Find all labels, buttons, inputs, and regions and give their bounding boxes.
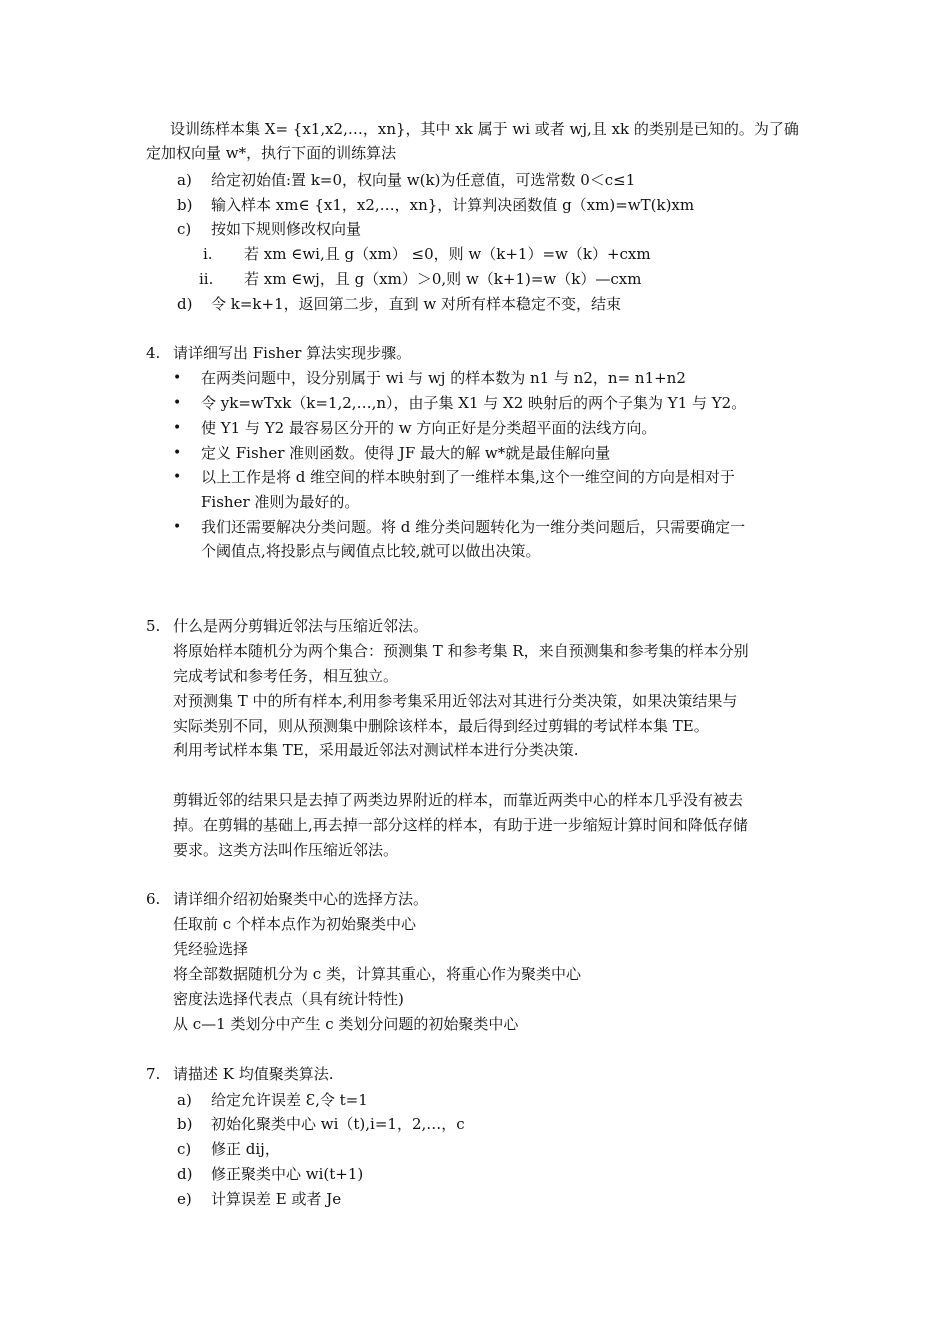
intro-line-1: 设训练样本集 X= {x1,x2,…，xn}，其中 xk 属于 wi 或者 wj,且 xk 的类别是已知的。为了确	[170, 120, 799, 138]
substep-text: 若 xm ∈wj，且 g（xm）＞0,则 w（k+1)=w（k）—cxm	[244, 270, 642, 288]
step-text: 修正 dij，	[211, 1140, 280, 1158]
answer-line: 从 c—1 类划分中产生 c 类划分问题的初始聚类中心	[173, 1015, 519, 1033]
question-number: 6.	[146, 890, 161, 908]
step-label: b)	[177, 196, 193, 214]
answer-line: 任取前 c 个样本点作为初始聚类中心	[173, 915, 416, 933]
answer-line: 将全部数据随机分为 c 类，计算其重心，将重心作为聚类中心	[173, 965, 581, 983]
bullet-text: 令 yk=wTxk（k=1,2,…,n），由子集 X1 与 X2 映射后的两个子集为 Y1 与 Y2。	[201, 394, 747, 412]
answer-line: 完成考试和参考任务，相互独立。	[173, 667, 399, 685]
answer-line: 凭经验选择	[173, 940, 249, 958]
bullet-text: 在两类问题中，设分别属于 wi 与 wj 的样本数为 n1 与 n2，n= n1+n2	[201, 369, 686, 387]
step-text: 输入样本 xm∈ {x1，x2,…，xn}，计算判决函数值 g（xm)=wT(k)xm	[211, 196, 695, 214]
bullet-icon: •	[173, 395, 182, 411]
bullet-icon: •	[173, 445, 182, 461]
answer-line: 对预测集 T 中的所有样本,利用参考集采用近邻法对其进行分类决策，如果决策结果与	[173, 692, 738, 710]
answer-line: 掉。在剪辑的基础上,再去掉一部分这样的样本，有助于进一步缩短计算时间和降低存储	[173, 816, 748, 834]
bullet-icon: •	[173, 370, 182, 386]
question-title: 请描述 K 均值聚类算法.	[173, 1065, 334, 1083]
answer-line: 要求。这类方法叫作压缩近邻法。	[173, 841, 399, 859]
question-number: 7.	[146, 1065, 161, 1083]
step-label: b)	[177, 1115, 193, 1133]
step-text: 给定允许误差 Ɛ,令 t=1	[211, 1091, 368, 1109]
bullet-icon: •	[173, 420, 182, 436]
bullet-text-continued: 个阈值点,将投影点与阈值点比较,就可以做出决策。	[201, 542, 541, 560]
answer-line: 利用考试样本集 TE，采用最近邻法对测试样本进行分类决策.	[173, 741, 579, 759]
substep-label: ii.	[199, 270, 214, 288]
question-number: 4.	[146, 344, 161, 362]
answer-line: 实际类别不同，则从预测集中删除该样本，最后得到经过剪辑的考试样本集 TE。	[173, 717, 709, 735]
question-number: 5.	[146, 617, 161, 635]
step-text: 修正聚类中心 wi(t+1)	[211, 1165, 364, 1183]
answer-line: 剪辑近邻的结果只是去掉了两类边界附近的样本，而靠近两类中心的样本几乎没有被去	[173, 791, 744, 809]
bullet-text: 以上工作是将 d 维空间的样本映射到了一维样本集,这个一维空间的方向是相对于	[201, 468, 735, 486]
step-text: 给定初始值:置 k=0，权向量 w(k)为任意值，可选常数 0＜c≤1	[211, 171, 636, 189]
bullet-icon: •	[173, 519, 182, 535]
intro-line-2: 定加权向量 w*，执行下面的训练算法	[146, 144, 397, 162]
bullet-text: 定义 Fisher 准则函数。使得 JF 最大的解 w*就是最佳解向量	[201, 444, 611, 462]
step-label: d)	[177, 295, 193, 313]
bullet-text-continued: Fisher 准则为最好的。	[201, 493, 360, 511]
step-label: e)	[177, 1190, 192, 1208]
step-text: 按如下规则修改权向量	[211, 220, 362, 238]
step-text: 初始化聚类中心 wi（t),i=1，2,…，c	[211, 1115, 465, 1133]
bullet-text: 使 Y1 与 Y2 最容易区分开的 w 方向正好是分类超平面的法线方向。	[201, 419, 657, 437]
bullet-icon: •	[173, 469, 182, 485]
step-text: 令 k=k+1，返回第二步，直到 w 对所有样本稳定不变，结束	[211, 295, 622, 313]
answer-line: 密度法选择代表点（具有统计特性)	[173, 990, 404, 1008]
substep-text: 若 xm ∈wi,且 g（xm） ≤0，则 w（k+1）=w（k）+cxm	[244, 245, 651, 263]
bullet-text: 我们还需要解决分类问题。将 d 维分类问题转化为一维分类问题后，只需要确定一	[201, 518, 746, 536]
step-text: 计算误差 E 或者 Je	[211, 1190, 342, 1208]
substep-label: i.	[203, 245, 213, 263]
question-title: 什么是两分剪辑近邻法与压缩近邻法。	[173, 617, 429, 635]
step-label: a)	[177, 1091, 192, 1109]
step-label: c)	[177, 1140, 192, 1158]
answer-line: 将原始样本随机分为两个集合：预测集 T 和参考集 R，来自预测集和参考集的样本分别	[173, 642, 749, 660]
question-title: 请详细介绍初始聚类中心的选择方法。	[173, 890, 429, 908]
step-label: c)	[177, 220, 192, 238]
step-label: a)	[177, 171, 192, 189]
question-title: 请详细写出 Fisher 算法实现步骤。	[173, 344, 412, 362]
step-label: d)	[177, 1165, 193, 1183]
